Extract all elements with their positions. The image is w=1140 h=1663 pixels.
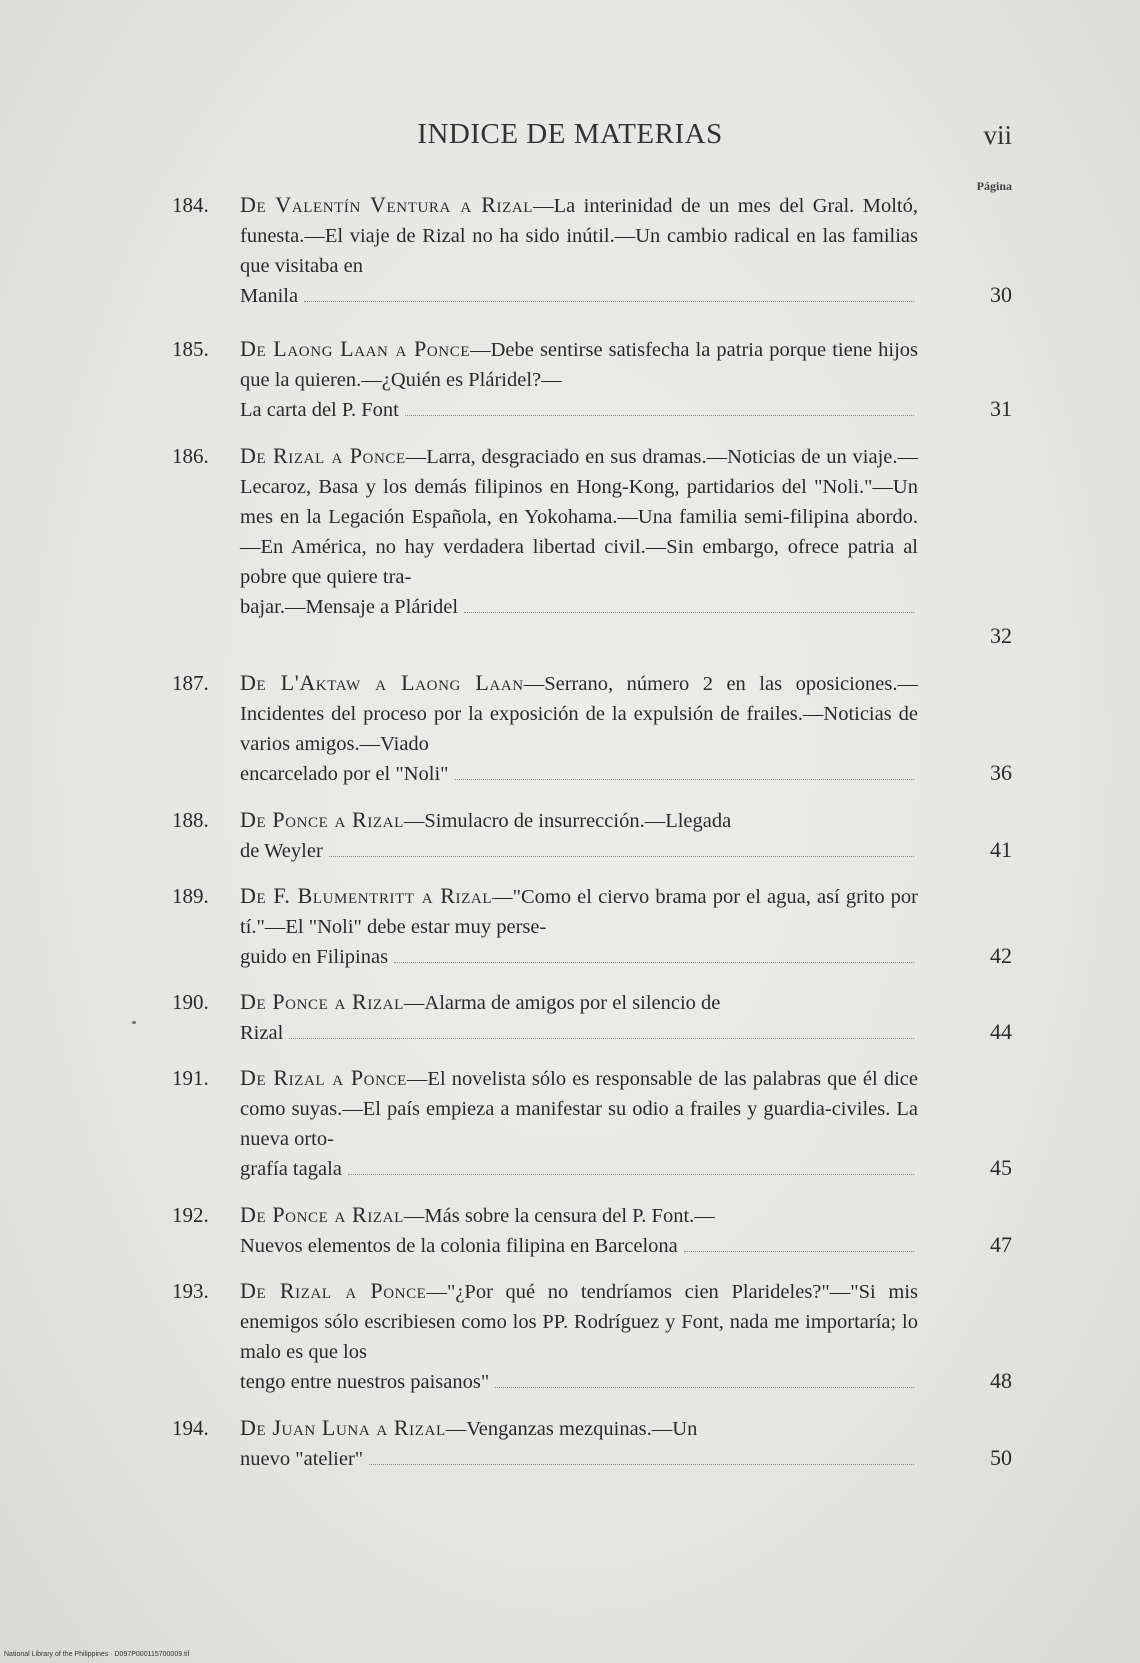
entry-text: [240, 190, 918, 311]
page-folio: vii: [983, 120, 1012, 150]
entry-last-line: Rizal: [240, 1022, 284, 1044]
entry-number: 185.: [172, 337, 209, 361]
entry-heading: De Juan Luna a Rizal: [240, 1415, 446, 1440]
dot-leader: [684, 1250, 914, 1252]
dot-leader: [394, 961, 914, 963]
pagina-column-label: Página: [976, 179, 1012, 193]
entry-summary: —Larra, desgraciado en sus dramas.—Noticias de un viaje.—Lecaroz, Basa y los demás filipinos en Hong-Kong, partidarios del "Noli."—Un mes en la Legación Española, en Yokohama.—Una familia semi-filipina abordo.—En América, no hay verdadera libertad civil.—Sin embargo, ofrece patria al pobre que quiere tra-: [240, 446, 918, 588]
entry-summary: —Alarma de amigos por el silencio de: [403, 992, 721, 1014]
entry-leader-line: [240, 836, 918, 866]
entry-heading: De Rizal a Ponce: [240, 1278, 427, 1303]
scan-speck: [132, 1021, 136, 1024]
entry-number: 188.: [172, 808, 209, 832]
entry-text: [240, 668, 918, 789]
entry-text: [240, 1063, 918, 1184]
dot-leader: [369, 1463, 914, 1465]
entry-last-line: Manila: [240, 285, 299, 307]
entry-heading: De Rizal a Ponce: [240, 443, 406, 468]
entry-last-line: nuevo "atelier": [240, 1448, 364, 1470]
entry-text: [240, 334, 918, 425]
entry-heading: De L'Aktaw a Laong Laan: [240, 670, 524, 695]
entry-summary: —Venganzas mezquinas.—Un: [445, 1418, 698, 1440]
entry-leader-line: [240, 1444, 918, 1474]
entry-page-number: 42: [990, 943, 1012, 968]
scan-footer-note: National Library of the Philippines · D097P000115700009.tif: [4, 1651, 190, 1658]
entry-last-line: tengo entre nuestros paisanos": [240, 1371, 490, 1393]
entry-page-number: 36: [990, 760, 1012, 785]
entry-number: 190.: [172, 990, 209, 1014]
entry-leader-line: [240, 759, 918, 789]
entry-number: 191.: [172, 1066, 209, 1090]
entry-summary: —"Como el ciervo brama por el agua, así grito por tí."—El "Noli" debe estar muy perse-: [240, 886, 918, 938]
entry-summary: —La interinidad de un mes del Gral. Moltó, funesta.—El viaje de Rizal no ha sido inútil.—Un cambio radical en las familias que visitaba en: [240, 195, 918, 277]
entry-number: 192.: [172, 1203, 209, 1227]
entry-last-line: La carta del P. Font: [240, 399, 399, 421]
entry-summary: —El novelista sólo es responsable de las palabras que él dice como suyas.—El país empieza a manifestar su odio a frailes y guardia-civiles. La nueva orto-: [240, 1068, 918, 1150]
entry-leader-line: [240, 1367, 918, 1397]
entry-text: [240, 1413, 918, 1474]
entry-leader-line: [240, 942, 918, 972]
entry-leader-line: [240, 1018, 918, 1048]
entry-leader-line: [240, 281, 918, 311]
entry-last-line: grafía tagala: [240, 1158, 342, 1180]
entry-text: [240, 441, 918, 622]
dot-leader: [304, 300, 914, 302]
entry-last-line: guido en Filipinas: [240, 946, 389, 968]
entry-summary: —Simulacro de insurrección.—Llegada: [403, 810, 732, 832]
entry-text: [240, 1200, 918, 1261]
entry-page-number: 30: [990, 282, 1012, 307]
entry-page-number: 47: [990, 1232, 1012, 1257]
entry-number: 184.: [172, 193, 209, 217]
entry-page-number: 45: [990, 1155, 1012, 1180]
entry-heading: De Ponce a Rizal: [240, 1202, 404, 1227]
entry-number: 193.: [172, 1279, 209, 1303]
page-title: INDICE DE MATERIAS: [417, 118, 723, 150]
entry-leader-line: [240, 395, 918, 425]
entry-heading: De F. Blumentritt a Rizal: [240, 883, 493, 908]
dot-leader: [348, 1173, 914, 1175]
entry-heading: De Ponce a Rizal: [240, 989, 404, 1014]
entry-text: [240, 1276, 918, 1397]
entry-last-line: de Weyler: [240, 840, 323, 862]
entry-last-line: encarcelado por el "Noli": [240, 763, 449, 785]
entry-last-line: bajar.—Mensaje a Pláridel: [240, 596, 459, 618]
entry-page-number: 41: [990, 837, 1012, 862]
dot-leader: [329, 855, 914, 857]
entry-text: [240, 881, 918, 972]
entry-leader-line: [240, 1231, 918, 1261]
entry-last-line: Nuevos elementos de la colonia filipina en Barcelona: [240, 1235, 678, 1257]
dot-leader: [455, 778, 914, 780]
entry-text: [240, 987, 918, 1048]
entry-summary: —Serrano, número 2 en las oposiciones.—Incidentes del proceso por la exposición de la expulsión de frailes.—Noticias de varios amigos.—Viado: [240, 673, 918, 755]
entry-summary: —"¿Por qué no tendríamos cien Plarideles?"—"Si mis enemigos sólo escribiesen como los PP. Rodríguez y Font, nada me importaría; lo malo es que los: [240, 1281, 918, 1363]
entry-heading: De Ponce a Rizal: [240, 807, 404, 832]
entry-leader-line: [240, 592, 918, 622]
entry-summary: —Más sobre la censura del P. Font.—: [403, 1205, 715, 1227]
entry-heading: De Laong Laan a Ponce: [240, 336, 471, 361]
entry-number: 186.: [172, 444, 209, 468]
entry-summary: —Debe sentirse satisfecha la patria porque tiene hijos que la quieren.—¿Quién es Pláridel?—: [240, 339, 918, 391]
dot-leader: [464, 611, 914, 613]
dot-leader: [495, 1386, 914, 1388]
entry-page-number: 50: [990, 1445, 1012, 1470]
entry-text: [240, 805, 918, 866]
entry-page-number: 32: [990, 623, 1012, 648]
entry-number: 187.: [172, 671, 209, 695]
entry-leader-line: [240, 1154, 918, 1184]
entry-number: 189.: [172, 884, 209, 908]
entry-heading: De Valentín Ventura a Rizal: [240, 192, 534, 217]
dot-leader: [289, 1037, 914, 1039]
entry-heading: De Rizal a Ponce: [240, 1065, 407, 1090]
entry-page-number: 48: [990, 1368, 1012, 1393]
entry-page-number: 44: [990, 1019, 1012, 1044]
entry-page-number: 31: [990, 396, 1012, 421]
dot-leader: [405, 414, 914, 416]
entry-number: 194.: [172, 1416, 209, 1440]
